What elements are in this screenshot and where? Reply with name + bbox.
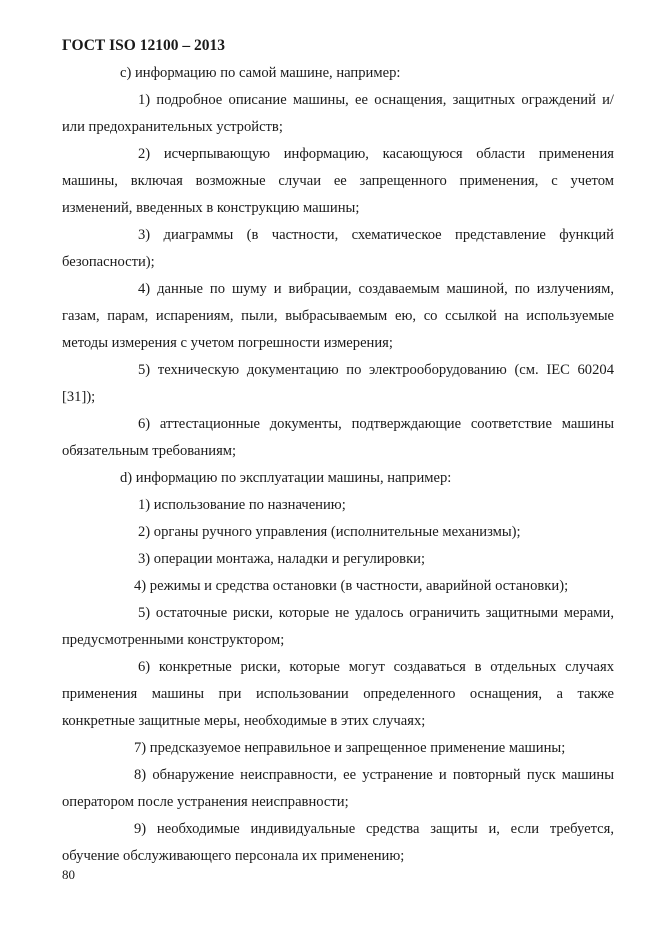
- list-item-d9: 9) необходимые индивидуальные средства защиты и, если требуется, обучение обслуживающего персонала их применению;: [62, 821, 614, 864]
- list-item-d7: 7) предсказуемое неправильное и запрещенное применение машины;: [134, 740, 566, 756]
- list-item-c: с) информацию по самой машине, например:: [120, 65, 401, 81]
- list-item-c4: 4) данные по шуму и вибрации, создаваемым машиной, по излучениям, газам, парам, испарениям, пыли, выбрасываемым ею, со ссылкой на используемые методы измерения с учетом погрешности измерения;: [62, 281, 614, 351]
- list-item-c6: 6) аттестационные документы, подтверждающие соответствие машины обязательным требованиям;: [62, 416, 614, 459]
- list-item-d4: 4) режимы и средства остановки (в частности, аварийной остановки);: [134, 578, 569, 594]
- list-item-c2: 2) исчерпывающую информацию, касающуюся области применения машины, включая возможные случаи ее запрещенного применения, с учетом изменений, введенных в конструкцию машины;: [62, 146, 614, 216]
- list-item-c5: 5) техническую документацию по электрооборудованию (см. IEC 60204 [31]);: [62, 362, 614, 405]
- document-header: ГОСТ ISO 12100 – 2013: [62, 37, 225, 54]
- list-item-d3: 3) операции монтажа, наладки и регулировки;: [138, 551, 426, 567]
- list-item-d6: 6) конкретные риски, которые могут создаваться в отдельных случаях применения машины при использовании определенного оснащения, а также конкретные защитные меры, необходимые в этих случаях;: [62, 659, 614, 729]
- list-item-d1: 1) использование по назначению;: [138, 497, 346, 513]
- list-item-c1: 1) подробное описание машины, ее оснащения, защитных ограждений и/или предохранительных устройств;: [62, 92, 614, 135]
- list-item-d8: 8) обнаружение неисправности, ее устранение и повторный пуск машины оператором после устранения неисправности;: [62, 767, 614, 810]
- list-item-d5: 5) остаточные риски, которые не удалось ограничить защитными мерами, предусмотренными конструктором;: [62, 605, 614, 648]
- page-number: 80: [62, 867, 75, 882]
- list-item-d: d) информацию по эксплуатации машины, например:: [120, 470, 452, 486]
- document-body: [62, 60, 614, 870]
- list-item-d2: 2) органы ручного управления (исполнительные механизмы);: [138, 524, 521, 540]
- list-item-c3: 3) диаграммы (в частности, схематическое представление функций безопасности);: [62, 227, 614, 270]
